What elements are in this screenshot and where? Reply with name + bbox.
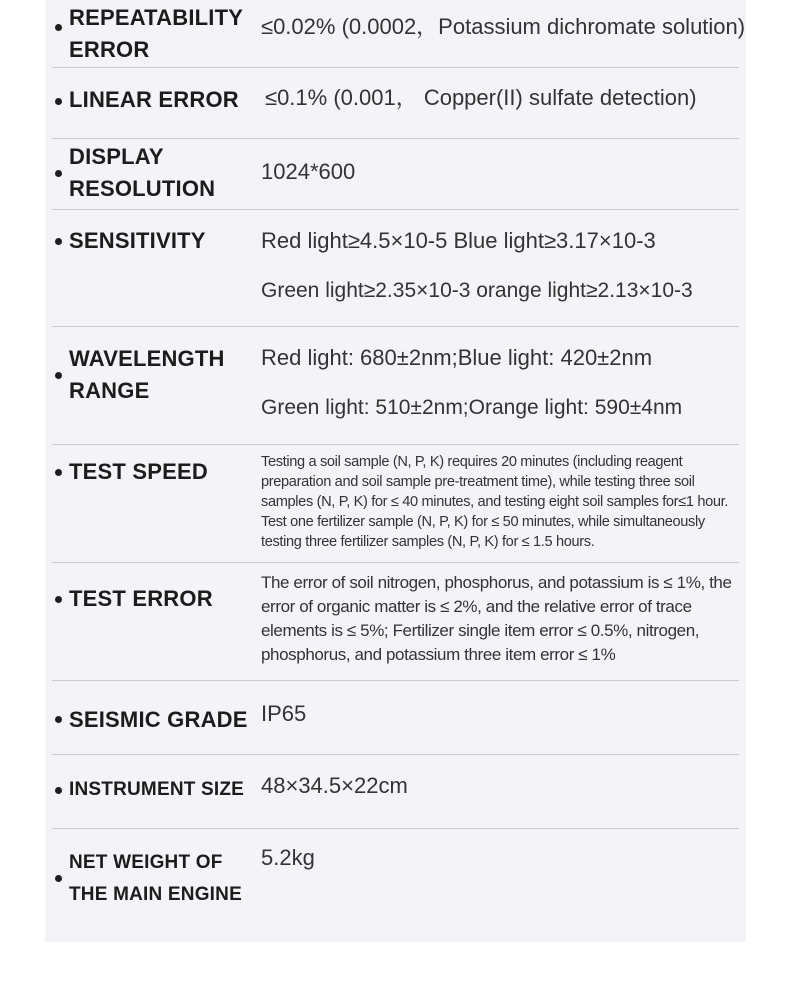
- bullet-icon: [55, 596, 62, 603]
- spec-row-repeatability-error: [52, 0, 746, 68]
- spec-label: LINEAR ERROR: [69, 87, 239, 112]
- spec-value: Red light≥4.5×10-5 Blue light≥3.17×10-3: [261, 228, 656, 253]
- spec-label: SEISMIC GRADE: [69, 707, 248, 732]
- spec-row-test-error: [52, 562, 739, 681]
- spec-value: 48×34.5×22cm: [261, 773, 408, 798]
- spec-label: WAVELENGTH RANGE: [69, 346, 225, 403]
- spec-label: DISPLAY RESOLUTION: [69, 144, 216, 201]
- spec-value: 5.2kg: [261, 845, 315, 870]
- spec-row-linear-error: [52, 67, 739, 139]
- spec-row-seismic-grade: [52, 680, 739, 755]
- spec-value-line2: Green light≥2.35×10-3 orange light≥2.13×10-3: [261, 279, 693, 302]
- bullet-icon: [55, 24, 62, 31]
- spec-value-line2: Green light: 510±2nm;Orange light: 590±4nm: [261, 396, 683, 419]
- bullet-icon: [55, 170, 62, 177]
- spec-row-display-resolution: [52, 138, 739, 210]
- bullet-icon: [55, 372, 62, 379]
- spec-value: ≤0.02% (0.0002，Potassium dichromate solution): [261, 14, 746, 39]
- spec-value: ≤0.1% (0.001， Copper(II) sulfate detection): [265, 85, 697, 110]
- spec-label: TEST SPEED: [69, 459, 208, 484]
- spec-value: The error of soil nitrogen, phosphorus, and potassium is ≤ 1%, the error of organic matter is ≤ 2%, and the relative error of trace elements is ≤ 5%; Fertilizer single item error ≤ 0.5%, nitrogen, phosphorus, and potassium three item error ≤ 1%: [261, 573, 732, 664]
- spec-row-net-weight: [52, 828, 739, 942]
- spec-label: NET WEIGHT OF THE MAIN ENGINE: [69, 852, 242, 905]
- spec-label: REPEATABILITY ERROR: [69, 5, 243, 62]
- bullet-icon: [55, 875, 62, 882]
- spec-value: Testing a soil sample (N, P, K) requires 20 minutes (including reagent preparation and soil sample pre-treatment time), while testing three soil samples (N, P, K) for ≤ 40 minutes, and testing eight soil samples for≤1 hour. Test one fertilizer sample (N, P, K) for ≤ 50 minutes, while simultaneously testing three fertilizer samples (N, P, K) for ≤ 1.5 hours.: [261, 454, 729, 550]
- spec-row-sensitivity: [52, 209, 739, 327]
- bullet-icon: [55, 238, 62, 245]
- spec-row-wavelength-range: [52, 326, 739, 445]
- bullet-icon: [55, 787, 62, 794]
- bullet-icon: [55, 716, 62, 723]
- spec-value: Red light: 680±2nm;Blue light: 420±2nm: [261, 345, 653, 370]
- spec-label: INSTRUMENT SIZE: [69, 779, 245, 800]
- bullet-icon: [55, 469, 62, 476]
- bullet-icon: [55, 98, 62, 105]
- spec-value: 1024*600: [261, 159, 356, 184]
- spec-label: SENSITIVITY: [69, 228, 206, 253]
- spec-value: IP65: [261, 701, 307, 726]
- spec-row-test-speed: [52, 444, 739, 563]
- spec-row-instrument-size: [52, 754, 739, 829]
- spec-label: TEST ERROR: [69, 586, 213, 611]
